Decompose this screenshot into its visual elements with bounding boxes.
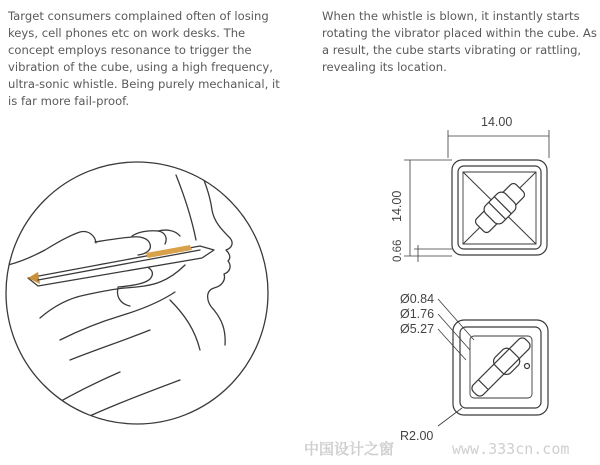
dim-offset: 0.66: [392, 239, 404, 262]
illustration-circle: [6, 162, 268, 424]
hand-outline: [8, 232, 96, 265]
cube-top-view: [404, 130, 549, 262]
dim-diameter-1: Ø0.84: [400, 292, 435, 306]
dim-width: 14.00: [481, 115, 513, 129]
hand-whistle-illustration: [6, 160, 268, 430]
watermark-url: www.333cn.com: [452, 440, 570, 458]
description-right: When the whistle is blown, it instantly starts rotating the vibrator placed within the cube. As a result, the cube starts vibrating or rattling, revealing its location.: [322, 9, 597, 74]
cube-outline-bottom: [453, 320, 548, 415]
description-left: Target consumers complained often of losing keys, cell phones etc on work desks. The concept employs resonance to trigger the vibration of the cube, using a high frequency, ultra-sonic whistle. Being purely mechanical, it is far more fail-proof.: [8, 9, 280, 108]
dim-diameter-3: Ø5.27: [400, 322, 435, 336]
dim-radius: R2.00: [400, 429, 434, 443]
watermark-cn: 中国设计之窗: [304, 440, 395, 458]
cube-section-view: [438, 299, 548, 426]
dim-height: 14.00: [390, 190, 404, 222]
dim-diameter-2: Ø1.76: [400, 307, 435, 321]
